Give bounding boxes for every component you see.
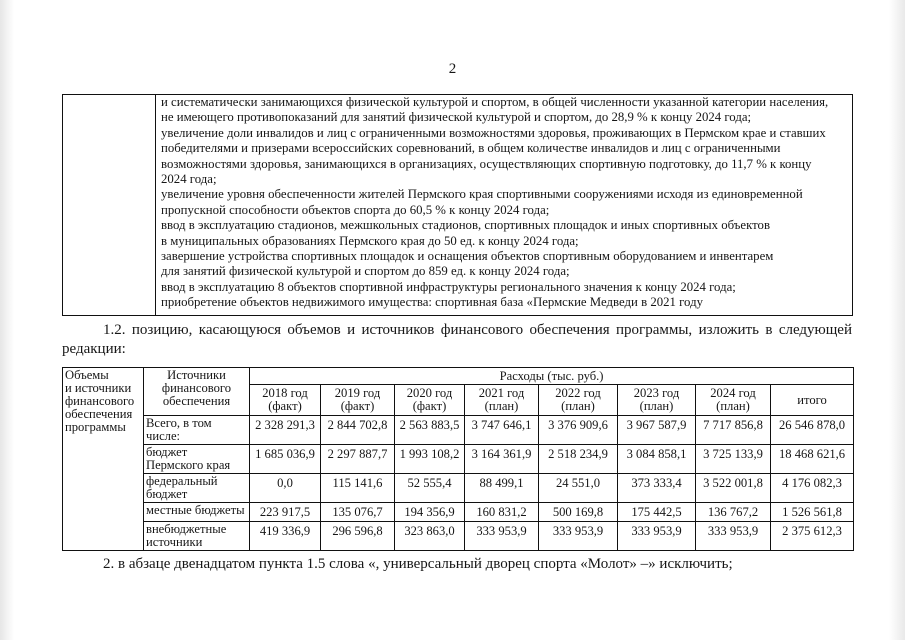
goal-line: завершение устройства спортивных площадок и оснащения объектов спортивным оборудованием и инвентарем [161, 249, 774, 264]
cell-regional-budget-2022: 2 518 234,9 [539, 445, 618, 474]
cell-federal-budget-2018: 0,0 [250, 474, 321, 503]
column-header-2022: 2022 год (план) [539, 385, 618, 416]
cell-regional-budget-2020: 1 993 108,2 [395, 445, 465, 474]
cell-regional-budget-2019: 2 297 887,7 [321, 445, 395, 474]
row-label-federal-budget: федеральный бюджет [144, 474, 250, 503]
row-label-total: Всего, в том числе: [144, 416, 250, 445]
cell-extrabudgetary-2018: 419 336,9 [250, 522, 321, 551]
row-label-regional-budget: бюджет Пермского края [144, 445, 250, 474]
goal-line: приобретение объектов недвижимого имущества: спортивная база «Пермские Медведи в 2021 году [161, 295, 703, 310]
goal-line: для занятий физической культурой и спортом до 859 ед. к концу 2024 года; [161, 264, 570, 279]
cell-local-budgets-sum: 1 526 561,8 [771, 503, 854, 522]
cell-extrabudgetary-2024: 333 953,9 [696, 522, 771, 551]
cell-extrabudgetary-2020: 323 863,0 [395, 522, 465, 551]
cell-local-budgets-2019: 135 076,7 [321, 503, 395, 522]
cell-local-budgets-2023: 175 442,5 [618, 503, 696, 522]
row-label-local-budgets: местные бюджеты [144, 503, 250, 522]
amendment-1-2-paragraph: 1.2. позицию, касающуюся объемов и источников финансового обеспечения программы, изложить в следующей редакции: [62, 322, 852, 357]
cell-extrabudgetary-2023: 333 953,9 [618, 522, 696, 551]
goal-line: ввод в эксплуатацию стадионов, межшкольных стадионов, спортивных площадок и иных спортивных объектов [161, 218, 770, 233]
cell-federal-budget-2022: 24 551,0 [539, 474, 618, 503]
cell-federal-budget-2021: 88 499,1 [465, 474, 539, 503]
cell-regional-budget-2023: 3 084 858,1 [618, 445, 696, 474]
goals-box [62, 94, 853, 316]
goal-line: увеличение уровня обеспеченности жителей Пермского края спортивными сооружениями исходя из единовременной [161, 187, 803, 202]
table-row [63, 522, 854, 551]
expenses-header-cell: Расходы (тыс. руб.) [250, 368, 854, 385]
page-number: 2 [448, 61, 457, 77]
cell-extrabudgetary-2019: 296 596,8 [321, 522, 395, 551]
column-header-2024: 2024 год (план) [696, 385, 771, 416]
column-header-2018: 2018 год (факт) [250, 385, 321, 416]
table-header-row [63, 368, 854, 385]
column-header-2020: 2020 год (факт) [395, 385, 465, 416]
cell-total-2022: 3 376 909,6 [539, 416, 618, 445]
cell-local-budgets-2021: 160 831,2 [465, 503, 539, 522]
cell-local-budgets-2024: 136 767,2 [696, 503, 771, 522]
cell-total-sum: 26 546 878,0 [771, 416, 854, 445]
column-header-2019: 2019 год (факт) [321, 385, 395, 416]
cell-federal-budget-2024: 3 522 001,8 [696, 474, 771, 503]
finance-table [62, 367, 854, 551]
cell-regional-budget-2024: 3 725 133,9 [696, 445, 771, 474]
goal-line: в муниципальных образованиях Пермского края до 50 ед. к концу 2024 года; [161, 233, 579, 248]
table-row [63, 474, 854, 503]
amendment-2-paragraph: 2. в абзаце двенадцатом пункта 1.5 слова «, универсальный дворец спорта «Молот» –» исключить; [103, 556, 733, 572]
cell-total-2019: 2 844 702,8 [321, 416, 395, 445]
cell-extrabudgetary-2021: 333 953,9 [465, 522, 539, 551]
goal-line: 2024 года; [161, 172, 217, 187]
column-header-total: итого [771, 385, 854, 416]
column-header-2023: 2023 год (план) [618, 385, 696, 416]
position-label-cell: Объемы и источники финансового обеспечения программы [63, 368, 144, 551]
cell-local-budgets-2020: 194 356,9 [395, 503, 465, 522]
goal-line: ввод в эксплуатацию 8 объектов спортивной инфраструктуры регионального значения к концу 2024 года; [161, 279, 736, 294]
row-label-extrabudgetary: внебюджетные источники [144, 522, 250, 551]
goal-line: возможностями здоровья, занимающихся в организациях, осуществляющих спортивную подготовку, до 11,7 % к концу [161, 156, 812, 171]
cell-extrabudgetary-2022: 333 953,9 [539, 522, 618, 551]
cell-total-2020: 2 563 883,5 [395, 416, 465, 445]
goal-line: не имеющего противопоказаний для занятий физической культурой и спортом, до 28,9 % к концу 2024 года; [161, 110, 752, 125]
cell-local-budgets-2022: 500 169,8 [539, 503, 618, 522]
table-row [63, 445, 854, 474]
goal-line: увеличение доли инвалидов и лиц с ограниченными возможностями здоровья, проживающих в Пермском крае и ставших [161, 125, 826, 140]
cell-regional-budget-2018: 1 685 036,9 [250, 445, 321, 474]
cell-federal-budget-2020: 52 555,4 [395, 474, 465, 503]
goals-box-label-cell [63, 95, 156, 315]
cell-total-2018: 2 328 291,3 [250, 416, 321, 445]
cell-total-2024: 7 717 856,8 [696, 416, 771, 445]
cell-total-2021: 3 747 646,1 [465, 416, 539, 445]
cell-total-2023: 3 967 587,9 [618, 416, 696, 445]
cell-federal-budget-2019: 115 141,6 [321, 474, 395, 503]
cell-regional-budget-2021: 3 164 361,9 [465, 445, 539, 474]
goal-line: победителями и призерами всероссийских соревнований, в общем количестве инвалидов и лиц с ограниченными [161, 141, 781, 156]
table-row [63, 416, 854, 445]
cell-regional-budget-sum: 18 468 621,6 [771, 445, 854, 474]
sources-header-cell: Источники финансового обеспечения [144, 368, 250, 416]
cell-extrabudgetary-sum: 2 375 612,3 [771, 522, 854, 551]
goal-line: и систематически занимающихся физической культурой и спортом, в общей численности указанной категории населения, [161, 95, 829, 109]
cell-federal-budget-sum: 4 176 082,3 [771, 474, 854, 503]
goal-line: пропускной способности объектов спорта до 60,5 % к концу 2024 года; [161, 202, 550, 217]
table-row [63, 503, 854, 522]
cell-federal-budget-2023: 373 333,4 [618, 474, 696, 503]
cell-local-budgets-2018: 223 917,5 [250, 503, 321, 522]
column-header-2021: 2021 год (план) [465, 385, 539, 416]
goals-box-text-cell [156, 95, 852, 315]
